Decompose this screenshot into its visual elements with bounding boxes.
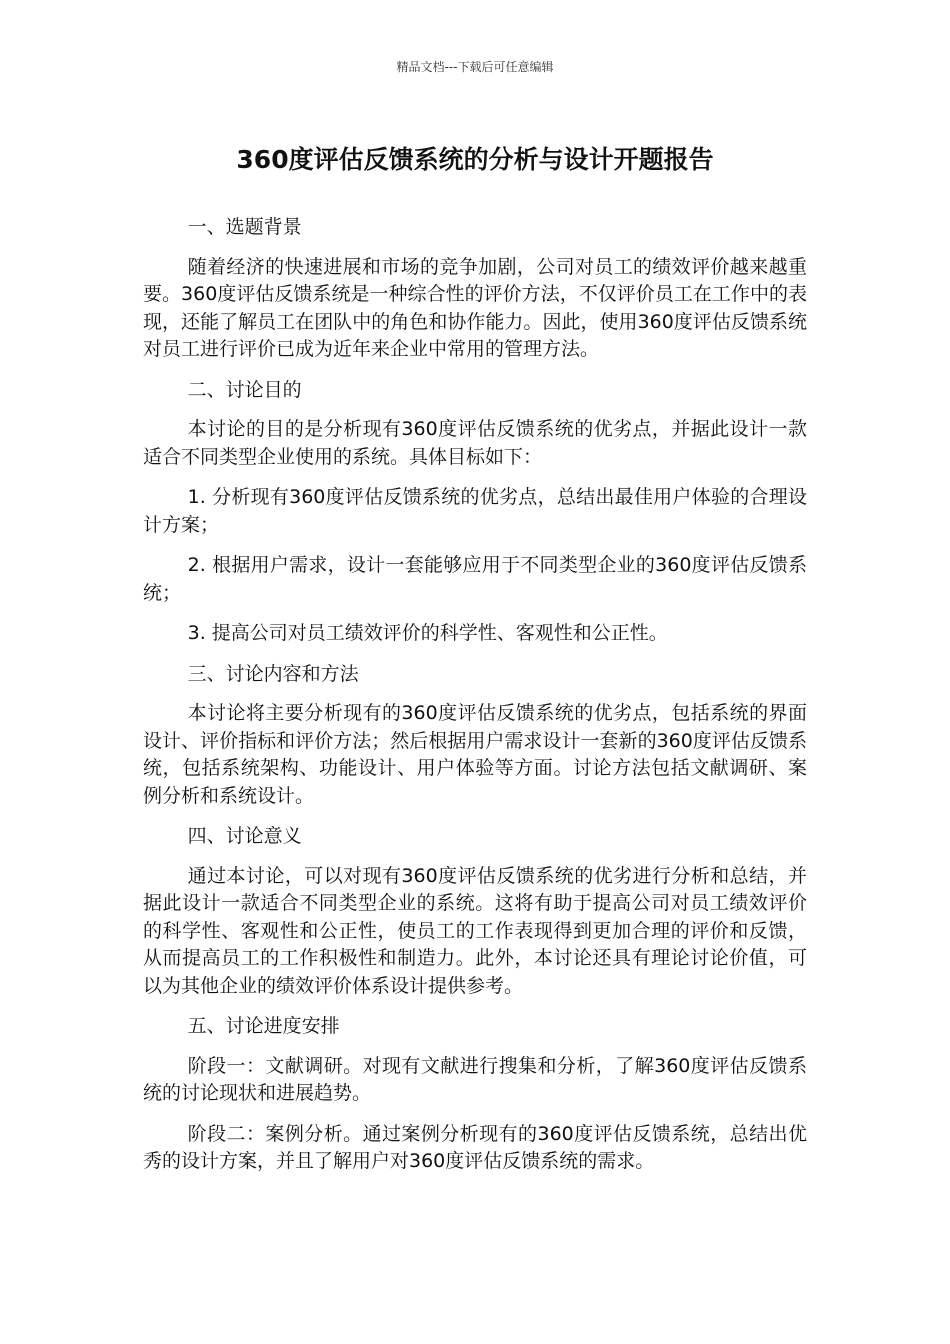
list-item-goal-3: 3. 提高公司对员工绩效评价的科学性、客观性和公正性。	[187, 622, 668, 644]
paragraph-purpose: 本讨论的目的是分析现有360度评估反馈系统的优劣点，并据此设计一款适合不同类型企业使用的系统。具体目标如下：	[143, 418, 807, 468]
page-header-note: 精品文档---下载后可任意编辑	[396, 60, 554, 74]
paragraph-significance: 通过本讨论，可以对现有360度评估反馈系统的优劣进行分析和总结，并据此设计一款适合不同类型企业的系统。这将有助于提高公司对员工绩效评价的科学性、客观性和公正性，使员工的工作表现得到更加合理的评价和反馈，从而提高员工的工作积极性和制造力。此外，本讨论还具有理论讨论价值，可以为其他企业的绩效评价体系设计提供参考。	[143, 864, 807, 997]
document-body	[143, 214, 807, 1189]
paragraph-schedule-stage-2: 阶段二：案例分析。通过案例分析现有的360度评估反馈系统，总结出优秀的设计方案，并且了解用户对360度评估反馈系统的需求。	[143, 1122, 807, 1172]
section-heading-significance: 四、讨论意义	[187, 825, 302, 847]
section-heading-background: 一、选题背景	[187, 216, 302, 238]
document-title: 360度评估反馈系统的分析与设计开题报告	[236, 145, 714, 174]
paragraph-background: 随着经济的快速进展和市场的竞争加剧，公司对员工的绩效评价越来越重要。360度评估反馈系统是一种综合性的评价方法，不仅评价员工在工作中的表现，还能了解员工在团队中的角色和协作能力。因此，使用360度评估反馈系统对员工进行评价已成为近年来企业中常用的管理方法。	[143, 255, 807, 360]
list-item-goal-2: 2. 根据用户需求，设计一套能够应用于不同类型企业的360度评估反馈系统；	[143, 554, 807, 604]
paragraph-schedule-stage-1: 阶段一：文献调研。对现有文献进行搜集和分析，了解360度评估反馈系统的讨论现状和进展趋势。	[143, 1054, 807, 1104]
section-heading-schedule: 五、讨论进度安排	[187, 1015, 340, 1037]
section-heading-purpose: 二、讨论目的	[187, 378, 302, 401]
list-item-goal-1: 1. 分析现有360度评估反馈系统的优劣点，总结出最佳用户体验的合理设计方案；	[143, 486, 807, 536]
paragraph-content-method: 本讨论将主要分析现有的360度评估反馈系统的优劣点，包括系统的界面设计、评价指标和评价方法；然后根据用户需求设计一套新的360度评估反馈系统，包括系统架构、功能设计、用户体验等方面。讨论方法包括文献调研、案例分析和系统设计。	[143, 702, 807, 807]
section-heading-content-method: 三、讨论内容和方法	[187, 662, 359, 685]
